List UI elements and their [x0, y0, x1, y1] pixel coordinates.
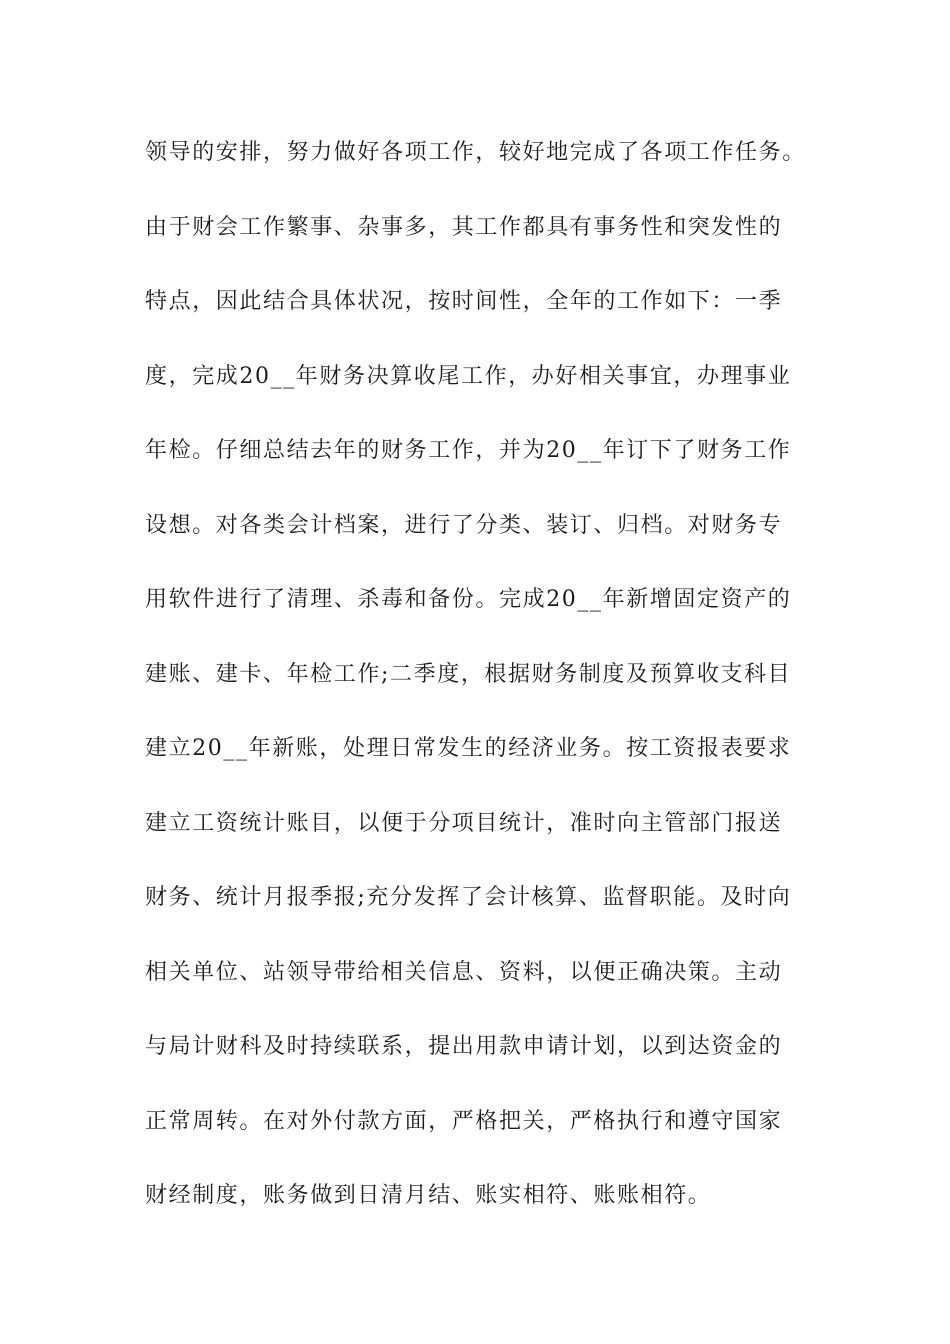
text-line: 度，完成20__年财务决算收尾工作，办好相关事宜，办理事业	[145, 363, 792, 389]
text-line: 特点，因此结合具体状况，按时间性，全年的工作如下：一季	[145, 289, 783, 314]
text-line: 相关单位、站领导带给相关信息、资料，以便正确决策。主动	[145, 959, 783, 985]
text-line: 财经制度，账务做到日清月结、账实相符、账账相符。	[145, 1183, 712, 1208]
text-line: 建账、建卡、年检工作;二季度，根据财务制度及预算收支科目	[145, 661, 792, 687]
text-line: 正常周转。在对外付款方面，严格把关，严格执行和遵守国家	[145, 1108, 783, 1134]
text-line: 年检。仔细总结去年的财务工作，并为20__年订下了财务工作	[145, 438, 792, 463]
text-line: 设想。对各类会计档案，进行了分类、装订、归档。对财务专	[145, 512, 783, 538]
text-line: 领导的安排，努力做好各项工作，较好地完成了各项工作任务。	[145, 140, 806, 165]
body-text	[145, 133, 825, 1251]
text-line: 与局计财科及时持续联系，提出用款申请计划，以到达资金的	[145, 1034, 783, 1059]
text-line: 建立20__年新账，处理日常发生的经济业务。按工资报表要求	[145, 736, 792, 761]
text-line: 建立工资统计账目，以便于分项目统计，准时向主管部门报送	[145, 810, 783, 836]
text-line: 用软件进行了清理、杀毒和备份。完成20__年新增固定资产的	[145, 587, 792, 612]
text-line: 财务、统计月报季报;充分发挥了会计核算、监督职能。及时向	[145, 885, 792, 910]
text-line: 由于财会工作繁事、杂事多，其工作都具有事务性和突发性的	[145, 214, 783, 240]
